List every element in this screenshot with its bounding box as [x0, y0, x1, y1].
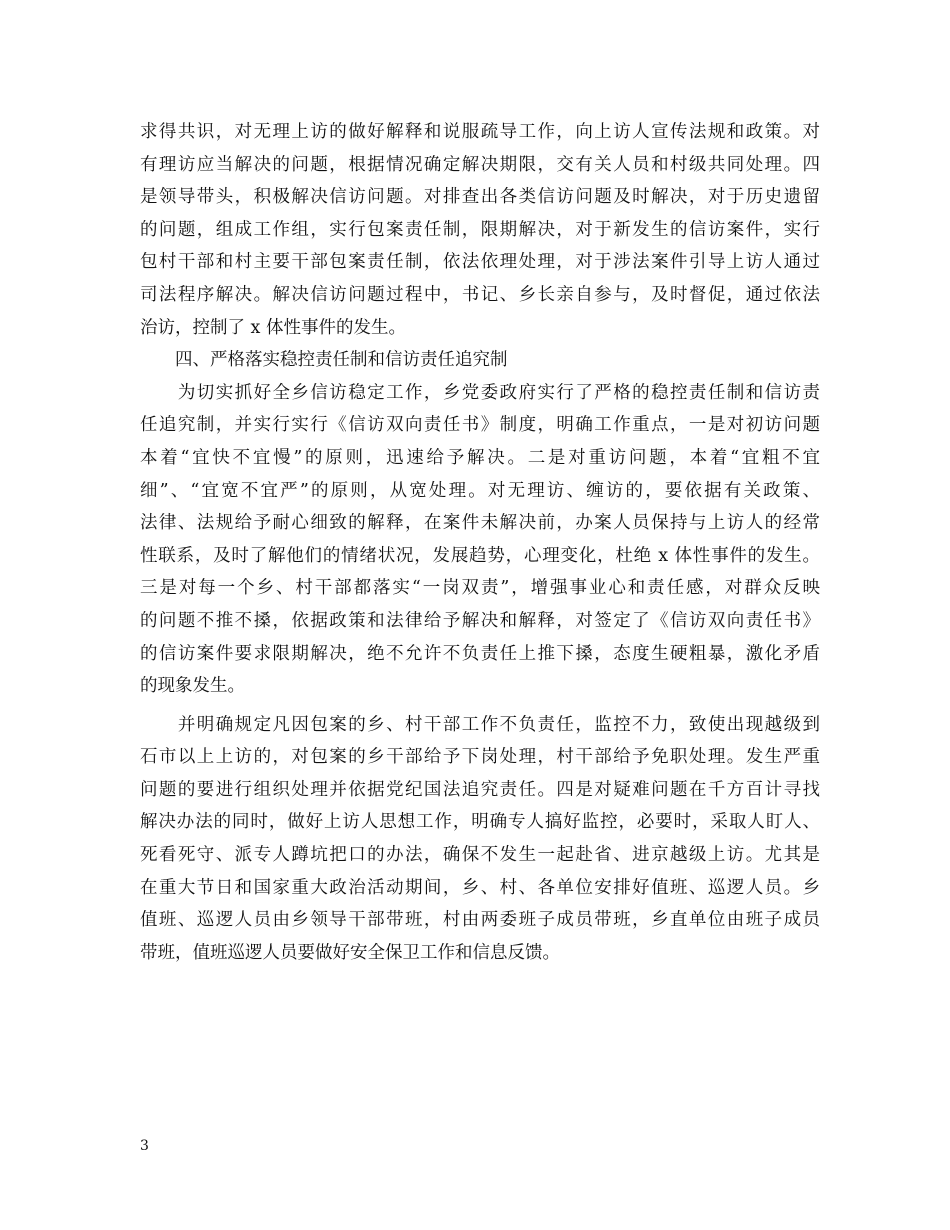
- paragraph-1: [140, 116, 820, 344]
- text-line: 值班、巡逻人员由乡领导干部带班，村由两委班子成员带班，乡直单位由班子成员: [140, 910, 820, 931]
- text-line: 的现象发生。: [140, 676, 245, 697]
- text-line: 有理访应当解决的问题，根据情况确定解决期限，交有关人员和村级共同处理。四: [140, 154, 820, 175]
- body-text: [140, 116, 820, 969]
- text-line: 为切实抓好全乡信访稳定工作，乡党委政府实行了严格的稳控责任制和信访责: [140, 382, 820, 403]
- heading-line: 四、严格落实稳控责任制和信访责任追究制: [140, 350, 508, 371]
- text-line: 问题的要进行组织处理并依据党纪国法追究责任。四是对疑难问题在千方百计寻找: [140, 779, 820, 800]
- page-number: 3: [140, 1138, 149, 1154]
- text-line: 包村干部和村主要干部包案责任制，依法依理处理，对于涉法案件引导上访人通过: [140, 252, 820, 273]
- text-line: 石市以上上访的，对包案的乡干部给予下岗处理，村干部给予免职处理。发生严重: [140, 747, 820, 768]
- text-line: 法律、法规给予耐心细致的解释，在案件未解决前，办案人员保持与上访人的经常: [140, 513, 820, 534]
- text-line: 死看死守、派专人蹲坑把口的办法，确保不发生一起赴省、进京越级上访。尤其是: [140, 845, 820, 866]
- text-line: 治访，控制了 x 体性事件的发生。: [140, 317, 406, 338]
- paragraph-2: [140, 377, 820, 703]
- text-line: 是领导带头，积极解决信访问题。对排查出各类信访问题及时解决，对于历史遗留: [140, 187, 820, 208]
- text-line: 细”、“宜宽不宜严”的原则，从宽处理。对无理访、缠访的，要依据有关政策、: [140, 480, 820, 501]
- text-line: 司法程序解决。解决信访问题过程中，书记、乡长亲自参与，及时督促，通过依法: [140, 284, 820, 305]
- section-heading: [140, 344, 820, 377]
- paragraph-3: [140, 709, 820, 970]
- text-line: 并明确规定凡因包案的乡、村干部工作不负责任，监控不力，致使出现越级到: [140, 714, 820, 735]
- text-line: 的问题，组成工作组，实行包案责任制，限期解决，对于新发生的信访案件，实行: [140, 219, 820, 240]
- text-line: 的问题不推不搡，依据政策和法律给予解决和解释，对签定了《信访双向责任书》: [140, 610, 820, 631]
- text-line: 解决办法的同时，做好上访人思想工作，明确专人搞好监控，必要时，采取人盯人、: [140, 812, 820, 833]
- text-line: 带班，值班巡逻人员要做好安全保卫工作和信息反馈。: [140, 942, 560, 963]
- text-line: 求得共识，对无理上访的做好解释和说服疏导工作，向上访人宣传法规和政策。对: [140, 122, 820, 142]
- text-line: 三是对每一个乡、村干部都落实“一岗双责”，增强事业心和责任感，对群众反映: [140, 578, 820, 599]
- text-line: 任追究制，并实行实行《信访双向责任书》制度，明确工作重点，一是对初访问题: [140, 415, 820, 436]
- text-line: 在重大节日和国家重大政治活动期间，乡、村、各单位安排好值班、巡逻人员。乡: [140, 877, 820, 898]
- text-line: 本着“宜快不宜慢”的原则，迅速给予解决。二是对重访问题，本着“宜粗不宜: [140, 447, 820, 468]
- text-line: 的信访案件要求限期解决，绝不允许不负责任上推下搡，态度生硬粗暴，激化矛盾: [140, 643, 820, 664]
- text-line: 性联系，及时了解他们的情绪状况，发展趋势，心理变化，杜绝 x 体性事件的发生。: [140, 545, 820, 566]
